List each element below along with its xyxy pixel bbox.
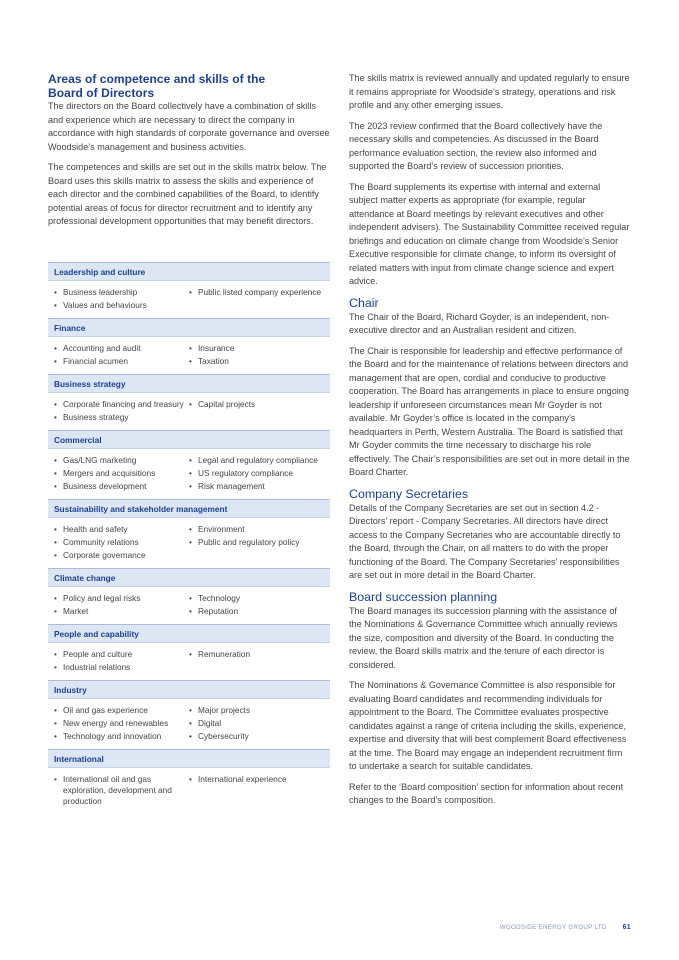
skills-list [54,287,189,311]
matrix-category [48,499,330,568]
skill-item: • Business development [54,481,189,492]
company-secretaries-paragraph: Details of the Company Secretaries are set out in section 4.2 - Directors’ report - Company Secretaries. All directors have direct access to the Company Secretaries who are accountable directly to the Board, through the Chair, on all matters to do with the proper functioning of the Board. The Company Secretaries’ responsibilities are set out in more detail in the Board Charter. [349,502,621,580]
matrix-category-skills [48,449,330,499]
matrix-category-skills [48,337,330,374]
skill-item: • Reputation [189,606,324,617]
matrix-category-title: Industry [48,681,330,699]
skills-list [189,649,324,660]
skill-item: • Corporate financing and treasury [54,399,189,410]
skill-item: • Business strategy [54,412,189,423]
competence-paragraph-2: The competences and skills are set out in the skills matrix below. The Board uses this skills matrix to assess the skills and experience of each director and the combined capabilities of the Board, to identify potential areas of focus for director recruitment and to identify any professional development opportunities that may benefit directors. [48,162,327,226]
skills-column [189,649,324,675]
skill-item: • Legal and regulatory compliance [189,455,324,466]
matrix-category [48,680,330,749]
matrix-category-skills [48,518,330,568]
skills-column [189,774,324,809]
skills-column [54,287,189,313]
skill-item: • Public listed company experience [189,287,324,298]
skills-column [54,455,189,494]
matrix-review-paragraph: The skills matrix is reviewed annually and updated regularly to ensure it remains appropriate for Woodside’s strategy, operations and risk profile and any other emerging issues. [349,73,630,110]
skills-column [189,287,324,313]
matrix-category [48,262,330,318]
skills-list [54,343,189,367]
skill-item: • People and culture [54,649,189,660]
skill-item: • Industrial relations [54,662,189,673]
skills-list [54,774,189,807]
succession-heading: Board succession planning [349,589,498,604]
matrix-category-title: Climate change [48,569,330,587]
skills-list [54,524,189,561]
skills-column [189,705,324,744]
heading-line-1: Areas of competence and skills of the [48,72,266,86]
succession-paragraph-3: Refer to the ‘Board composition’ section for information about recent changes to the Board’s composition. [349,781,624,805]
skills-column [54,593,189,619]
skills-column [54,343,189,369]
matrix-category-skills [48,587,330,624]
skill-item: • Oil and gas experience [54,705,189,716]
page-number: 61 [622,924,631,931]
skills-column [189,343,324,369]
chair-heading: Chair [349,295,379,310]
matrix-category-title: Finance [48,319,330,337]
skills-list [54,593,189,617]
skills-column [189,455,324,494]
skill-item: • Financial acumen [54,356,189,367]
page-footer [500,924,631,931]
skills-list [189,774,324,785]
matrix-category-title: Sustainability and stakeholder management [48,500,330,518]
matrix-category [48,749,330,814]
chair-paragraph-1: The Chair of the Board, Richard Goyder, is an independent, non-executive director and an Australian resident and citizen. [349,311,610,335]
skills-list [54,705,189,742]
review-2023-paragraph: The 2023 review confirmed that the Board collectively have the necessary skills and competencies. As discussed in the Board performance evaluation section, the review also informed and supported the Board’s review of succession priorities. [349,120,603,171]
matrix-category-title: People and capability [48,625,330,643]
skill-item: • Environment [189,524,324,535]
skills-list [54,399,189,423]
competence-paragraph-1: The directors on the Board collectively have a combination of skills and experience which are necessary to direct the company in accordance with high standards of corporate governance and oversee Woodside’s management and business activities. [48,101,330,152]
matrix-category [48,624,330,680]
skill-item: • Values and behaviours [54,300,189,311]
matrix-category-skills [48,393,330,430]
matrix-category-title: Leadership and culture [48,263,330,281]
skills-list [189,343,324,367]
skills-column [54,399,189,425]
matrix-category-title: International [48,750,330,768]
skills-column [189,524,324,563]
skill-item: • Technology and innovation [54,731,189,742]
skill-item: • Major projects [189,705,324,716]
skills-list [189,455,324,492]
skills-column [189,399,324,425]
company-secretaries-heading: Company Secretaries [349,486,469,501]
section-heading-competence [48,72,330,100]
skill-item: • Taxation [189,356,324,367]
skill-item: • Cybersecurity [189,731,324,742]
skill-item: • Digital [189,718,324,729]
expertise-paragraph: The Board supplements its expertise with internal and external subject matter experts as appropriate (for example, regular attendance at Board meetings by relevant executives and other independent advisers). The Sustainability Committee received regular briefings and education on climate change from Woodside’s Senior Executive responsible for climate change, to inform its oversight of related matters with input from climate change science and expert advice. [349,181,630,286]
skills-list [189,287,324,298]
skill-item: • Gas/LNG marketing [54,455,189,466]
left-column [48,72,330,236]
skills-list [189,593,324,617]
right-column [349,72,631,815]
matrix-category [48,374,330,430]
skill-item: • US regulatory compliance [189,468,324,479]
skills-list [189,399,324,410]
skills-list [189,524,324,548]
matrix-category-skills [48,699,330,749]
matrix-category-title: Business strategy [48,375,330,393]
matrix-category [48,430,330,499]
skill-item: • Policy and legal risks [54,593,189,604]
skills-matrix [48,262,330,814]
skills-list [189,705,324,742]
matrix-category-skills [48,768,330,814]
skills-column [54,649,189,675]
succession-paragraph-2: The Nominations & Governance Committee is also responsible for evaluating Board candidates and recommending individuals for appointment to the Board. The Committee evaluates prospective candidates against a range of criteria including the skills, experience, expertise and diversity that will best complement Board effectiveness at the time. The Board may engage an independent recruitment firm to undertake a search for suitable candidates. [349,680,627,771]
matrix-category [48,318,330,374]
skill-item: • Risk management [189,481,324,492]
skill-item: • Public and regulatory policy [189,537,324,548]
matrix-category-skills [48,643,330,680]
skills-column [189,593,324,619]
skills-list [54,455,189,492]
skill-item: • Mergers and acquisitions [54,468,189,479]
heading-line-2: Board of Directors [48,86,155,100]
skill-item: • Health and safety [54,524,189,535]
skill-item: • Technology [189,593,324,604]
skill-item: • Corporate governance [54,550,189,561]
skill-item: • International experience [189,774,324,785]
succession-paragraph-1: The Board manages its succession planning with the assistance of the Nominations & Governance Committee which annually reviews the size, composition and diversity of the Board. In conducting the review, the Board skills matrix and the tenure of each director is considered. [349,605,618,670]
chair-paragraph-2: The Chair is responsible for leadership and effective performance of the Board and for the maintenance of relations between directors and management that are open, cordial and conducive to productive cooperation. The Board has arrangements in place to ensure ongoing leadership if unforeseen circumstances mean Mr Goyder is not available. Mr Goyder’s office is located in the company’s headquarters in Perth, Western Australia. The Board is satisfied that Mr Goyder commits the time necessary to discharge his role effectively. The Chair’s responsibilities are set out in more detail in the Board Charter. [349,345,630,477]
skills-column [54,774,189,809]
matrix-category-skills [48,281,330,318]
skills-list [54,649,189,673]
skill-item: • International oil and gas exploration, development and production [54,774,189,807]
skill-item: • Capital projects [189,399,324,410]
matrix-category-title: Commercial [48,431,330,449]
skill-item: • Accounting and audit [54,343,189,354]
matrix-category [48,568,330,624]
skill-item: • Business leadership [54,287,189,298]
skills-column [54,705,189,744]
skill-item: • Market [54,606,189,617]
footer-company-name: WOODSIDE ENERGY GROUP LTD [499,924,607,931]
skill-item: • Insurance [189,343,324,354]
skill-item: • New energy and renewables [54,718,189,729]
skill-item: • Community relations [54,537,189,548]
skills-column [54,524,189,563]
skill-item: • Remuneration [189,649,324,660]
